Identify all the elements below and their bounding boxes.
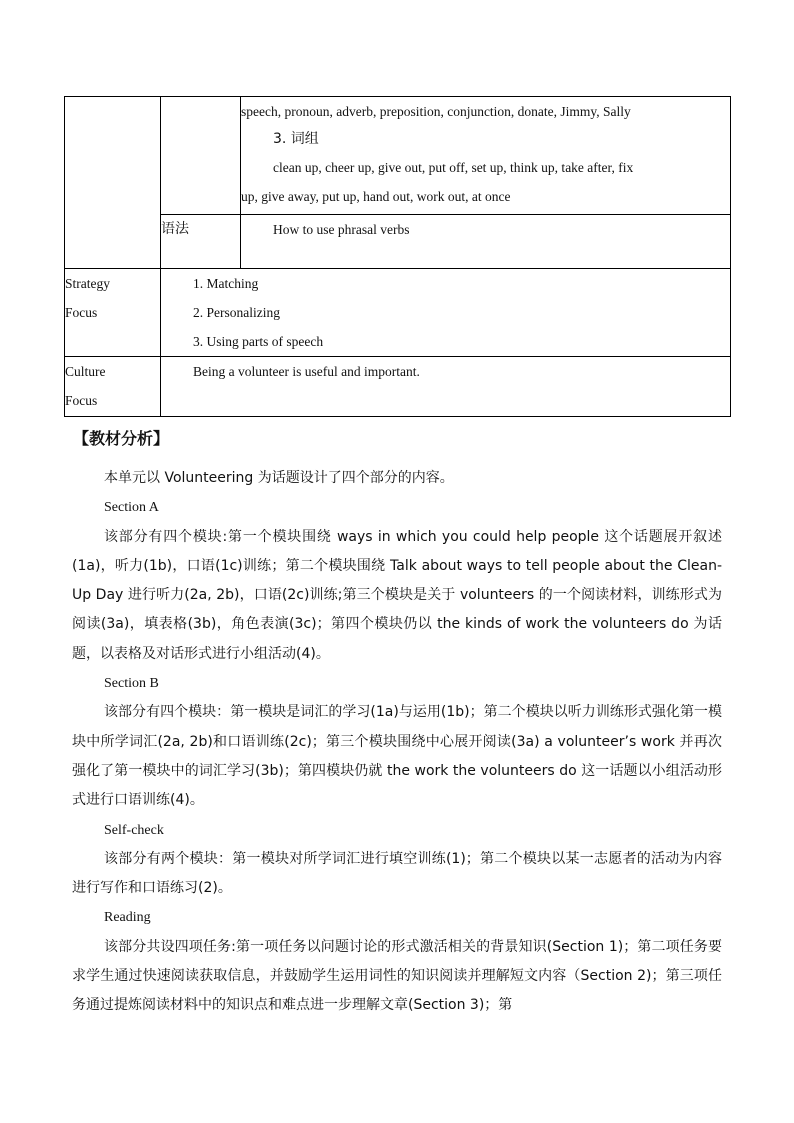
- analysis-body: [72, 464, 722, 1021]
- phrases-line: up, give away, put up, hand out, work out, at once: [241, 189, 511, 204]
- grammar-label-cell: [161, 215, 241, 269]
- culture-label: Focus: [65, 393, 98, 408]
- phrases-heading: 3. 词组: [273, 131, 319, 147]
- reading-paragraph: 该部分共设四项任务:第一项任务以问题讨论的形式激活相关的背景知识(Section 1)；第二项任务要求学生通过快速阅读获取信息，并鼓励学生运用词性的知识阅读并理解短文内容（Section 2)；第三项任务通过提炼阅读材料中的知识点和难点进一步理解文章(Section 3)；第: [72, 938, 722, 1014]
- section-b-paragraph: 该部分有四个模块：第一模块是词汇的学习(1a)与运用(1b)；第二个模块以听力训练形式强化第一模块中所学词汇(2a, 2b)和口语训练(2c)；第三个模块围绕中心展开阅读(3a) a volunteer’s work 并再次强化了第一模块中的词汇学习(3b)；第四模块仍就 the work the volunteers do 这一话题以小组活动形式进行口语训练(4)。: [72, 704, 722, 809]
- section-a-title: Section A: [104, 500, 159, 516]
- strategy-item: 3. Using parts of speech: [193, 334, 324, 349]
- intro-paragraph: 本单元以 Volunteering 为话题设计了四个部分的内容。: [104, 470, 454, 486]
- culture-label-cell: [65, 357, 161, 417]
- vocabulary-cell: [241, 97, 731, 215]
- culture-value-cell: [161, 357, 731, 417]
- strategy-item: 2. Personalizing: [193, 305, 280, 320]
- section-a-paragraph: 该部分有四个模块:第一个模块围绕 ways in which you could help people 这个话题展开叙述(1a)，听力(1b)，口语(1c)训练；第二个模块围绕 Talk about ways to tell people about the Clean-Up Day 进行听力(2a, 2b)，口语(2c)训练;第三个模块是关于 volunteers 的一个阅读材料，训练形式为阅读(3a)，填表格(3b)，角色表演(3c)；第四个模块仍以 the kinds of work the volunteers do 为话题，以表格及对话形式进行小组活动(4)。: [72, 528, 722, 662]
- strategy-label: Strategy: [65, 276, 110, 291]
- self-check-paragraph: 该部分有两个模块：第一模块对所学词汇进行填空训练(1)；第二个模块以某一志愿者的活动为内容进行写作和口语练习(2)。: [72, 850, 722, 897]
- table-row: [65, 357, 731, 417]
- lesson-plan-table: [64, 96, 731, 417]
- reading-title: Reading: [104, 910, 151, 926]
- table-row: [65, 97, 731, 215]
- vocabulary-words: speech, pronoun, adverb, preposition, conjunction, donate, Jimmy, Sally: [241, 104, 631, 119]
- culture-value: Being a volunteer is useful and important.: [193, 364, 420, 379]
- section-heading: 【教材分析】: [73, 429, 170, 448]
- grammar-value-cell: [241, 215, 731, 269]
- self-check-title: Self-check: [104, 822, 164, 838]
- strategy-label-cell: [65, 269, 161, 357]
- grammar-value: How to use phrasal verbs: [273, 222, 410, 237]
- strategy-label: Focus: [65, 305, 98, 320]
- strategy-items-cell: [161, 269, 731, 357]
- table-row: [65, 269, 731, 357]
- table-cell-empty: [65, 97, 161, 269]
- table-row: [65, 215, 731, 269]
- phrases-line: clean up, cheer up, give out, put off, set up, think up, take after, fix: [273, 160, 634, 175]
- grammar-label: 语法: [161, 221, 189, 237]
- section-b-title: Section B: [104, 676, 159, 692]
- table-cell-empty: [161, 97, 241, 215]
- strategy-item: 1. Matching: [193, 276, 259, 291]
- culture-label: Culture: [65, 364, 106, 379]
